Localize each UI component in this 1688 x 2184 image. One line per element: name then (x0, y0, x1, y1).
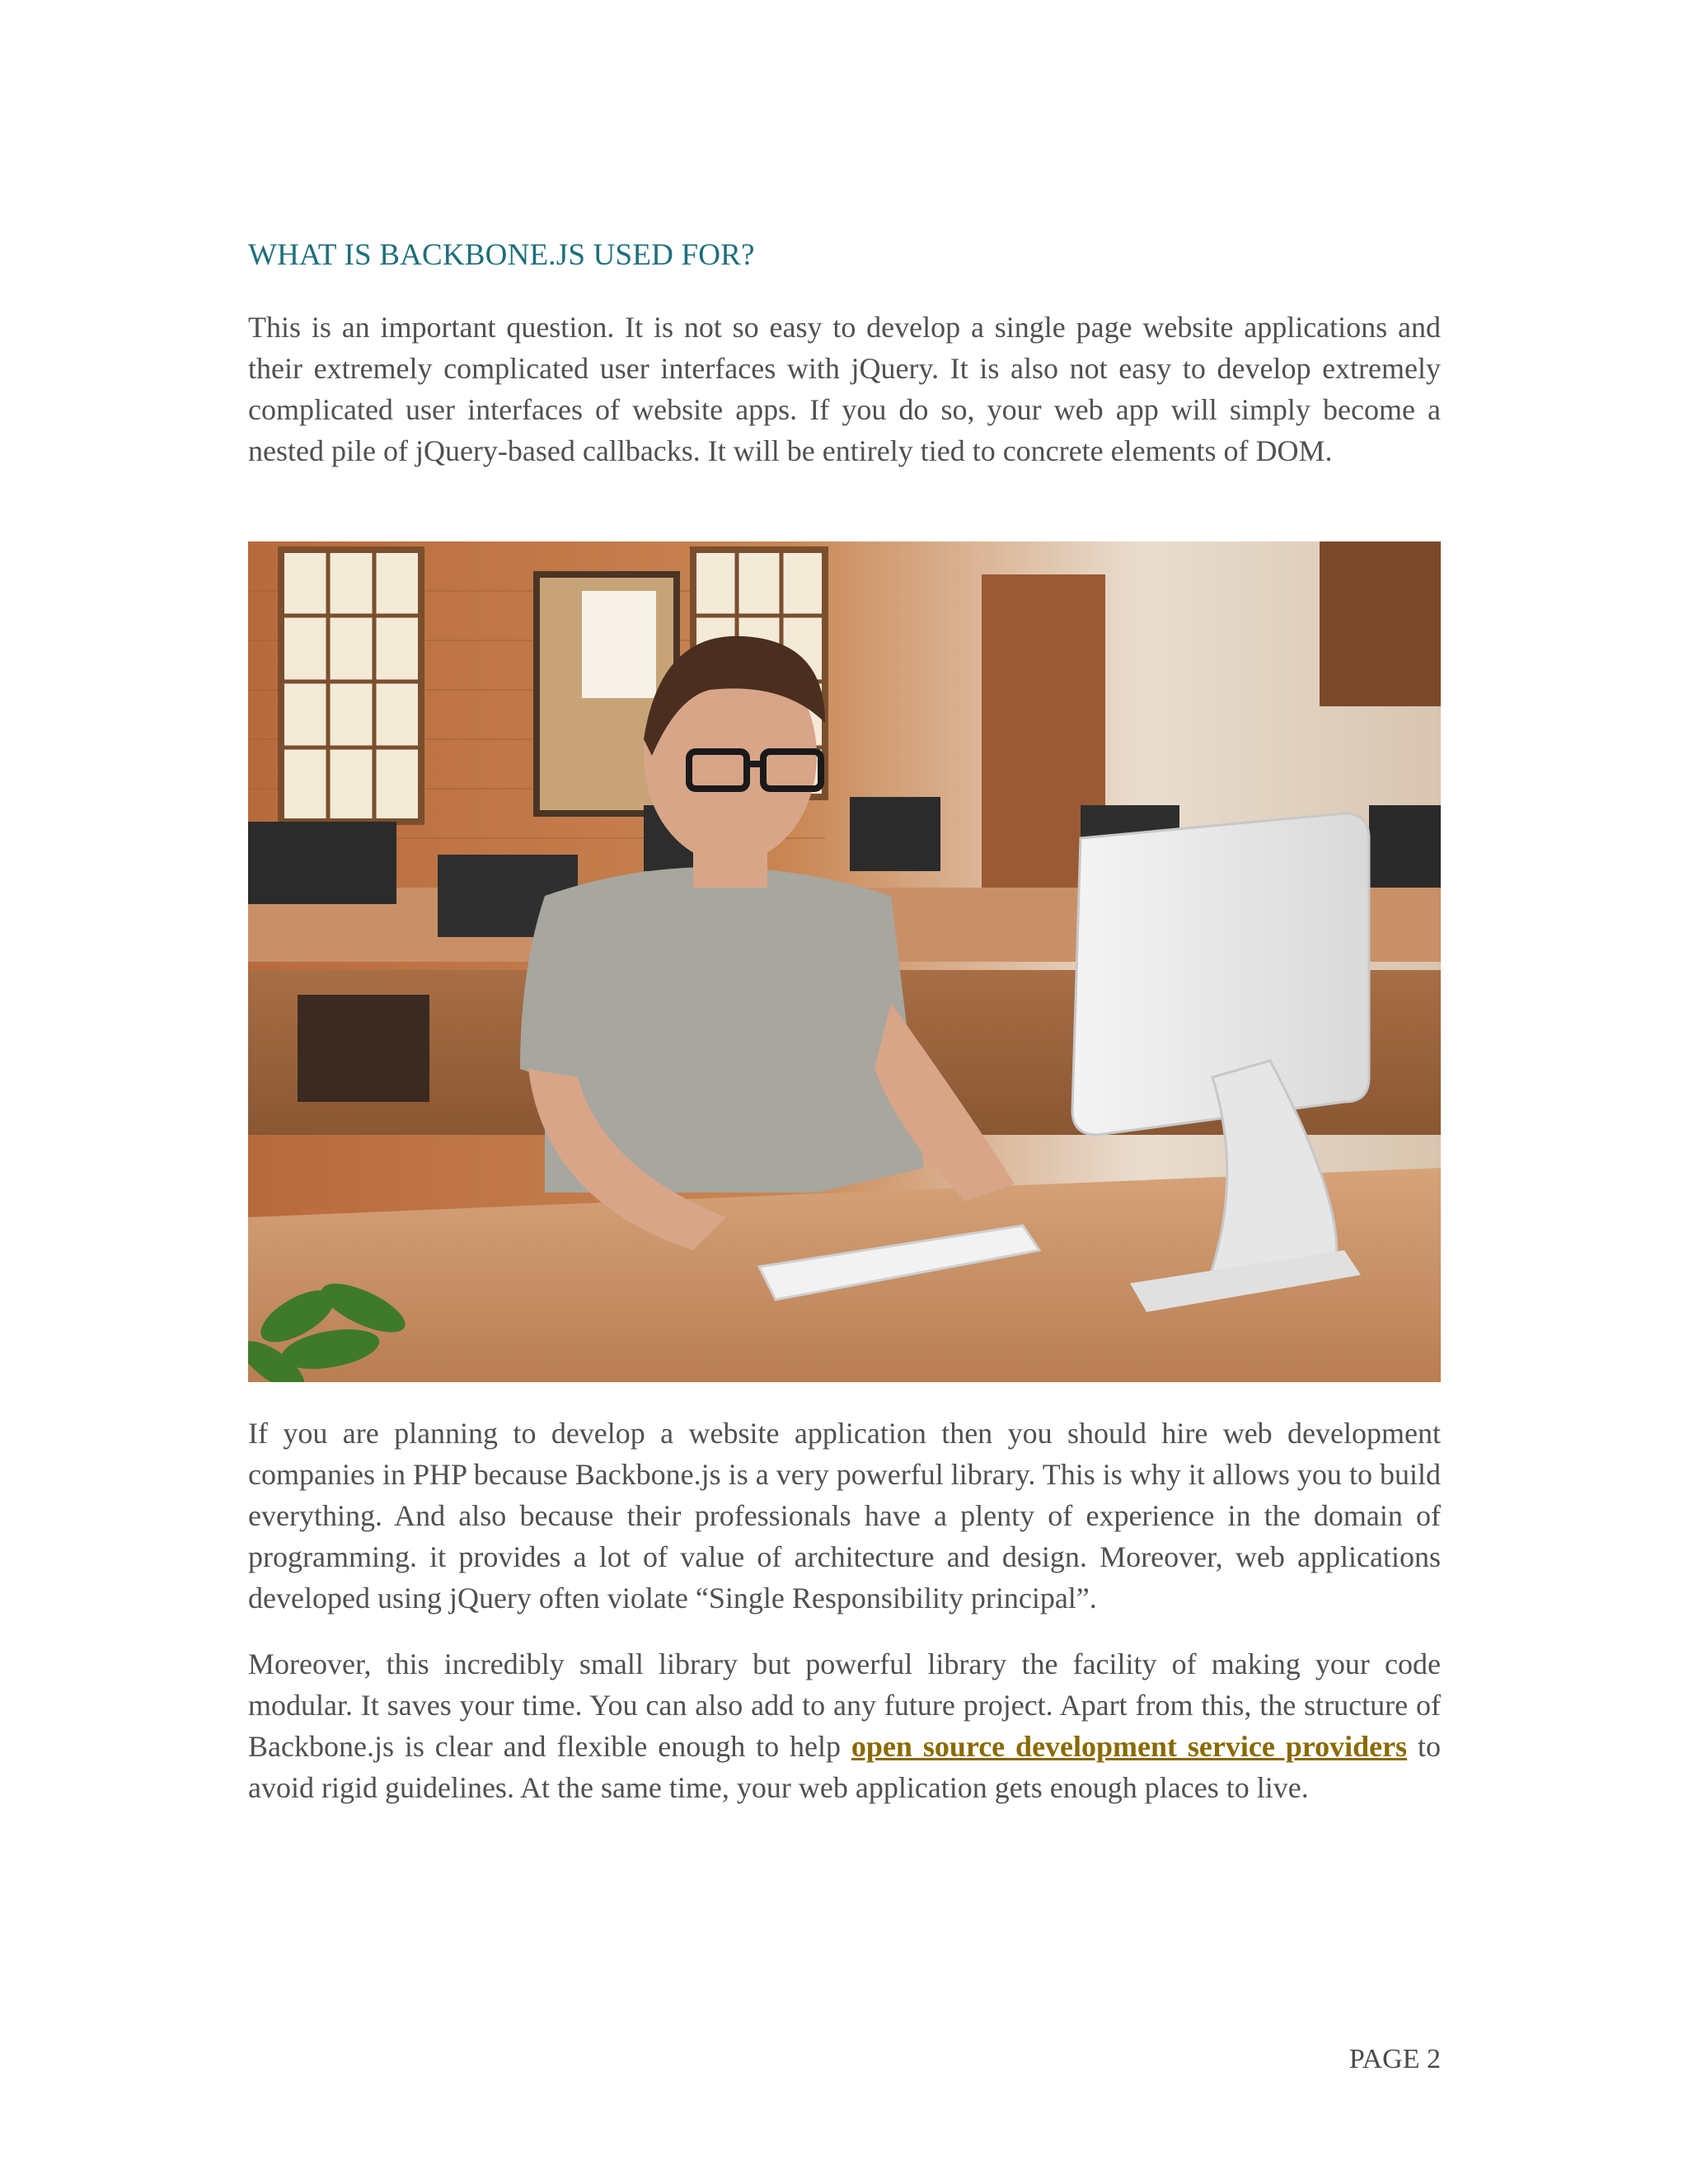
open-source-services-link[interactable]: open source development service providers (851, 1730, 1408, 1763)
paragraph-text-before-link: Moreover, this incredibly small library but powerful library the facility of making your code modular. It saves your time. You can also add to any future project. Apart from this, the structure of Backbone.js is clear and flexible enough to help (248, 1647, 1441, 1763)
page-number: PAGE 2 (1348, 2044, 1441, 2074)
section-heading: WHAT IS BACKBONE.JS USED FOR? (248, 238, 755, 272)
photo-developer-at-computer (248, 541, 1441, 1382)
paragraph-intro: This is an important question. It is not so easy to develop a single page website applications and their extremely complicated user interfaces with jQuery. It is also not easy to develop extremely complicated user interfaces of website apps. If you do so, your web app will simply become a nested pile of jQuery-based callbacks. It will be entirely tied to concrete elements of DOM. (248, 311, 1441, 467)
paragraph-modular-code (248, 1643, 1441, 1808)
paragraph-hire-developers: If you are planning to develop a website application then you should hire web development companies in PHP because Backbone.js is a very powerful library. This is why it allows you to build everything. And also because their professionals have a plenty of experience in the domain of programming. it provides a lot of value of architecture and design. Moreover, web applications developed using jQuery often violate “Single Responsibility principal”. (248, 1417, 1441, 1615)
paragraph-text-after-link: to avoid rigid guidelines. At the same time, your web application gets enough places to live. (248, 1730, 1441, 1804)
